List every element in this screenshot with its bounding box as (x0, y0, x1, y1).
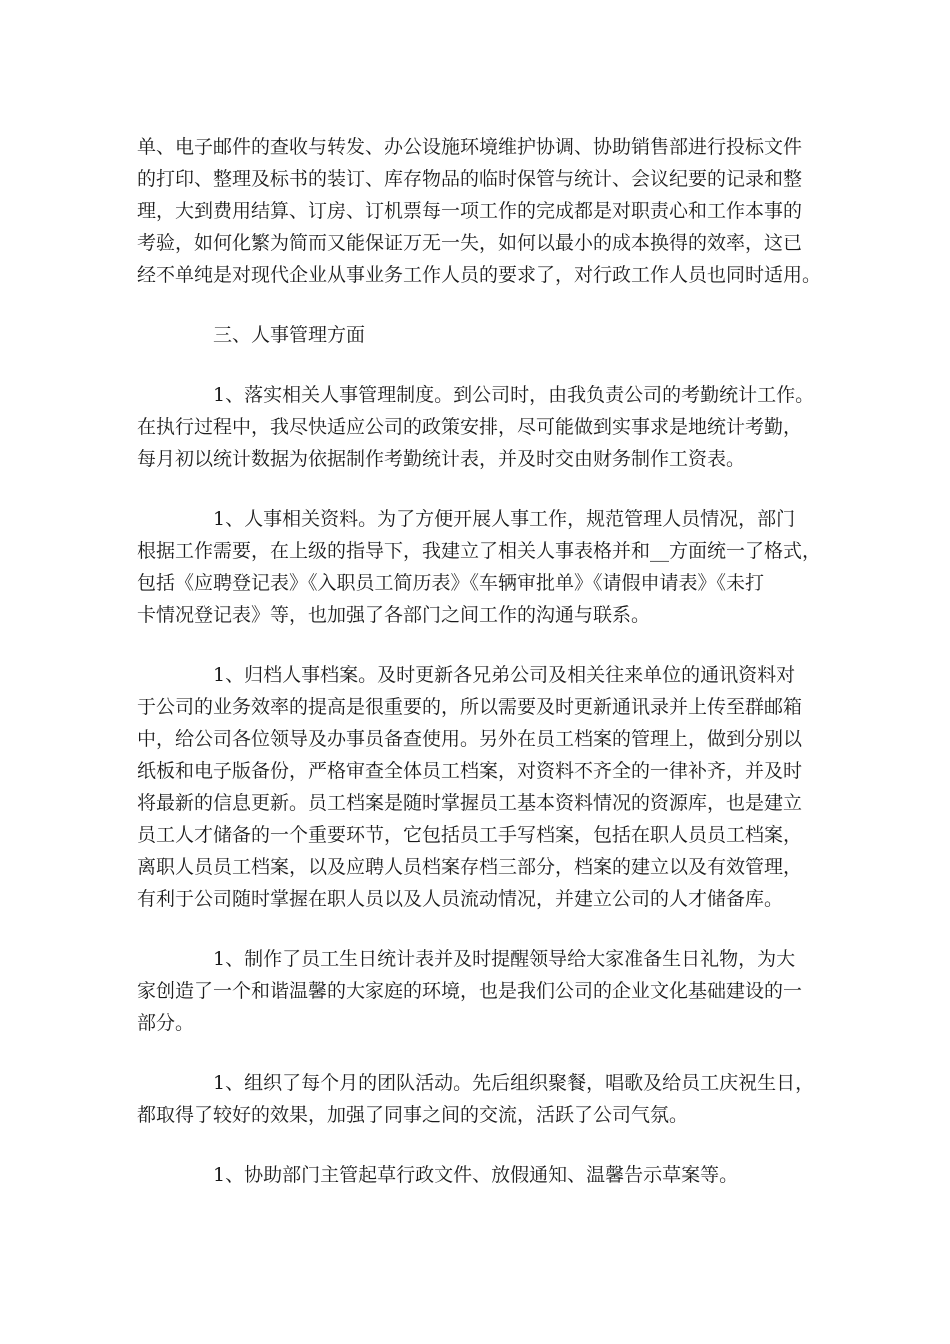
paragraph-admin-duties (137, 131, 822, 291)
text-line: 离职人员员工档案，以及应聘人员档案存档三部分，档案的建立以及有效管理， (137, 856, 803, 878)
text-line: 纸板和电子版备份，严格审查全体员工档案，对资料不齐全的一律补齐，并及时 (137, 760, 803, 782)
text-line: 有利于公司随时掌握在职人员以及人员流动情况，并建立公司的人才储备库。 (137, 888, 784, 910)
section-heading-hr (137, 319, 822, 351)
text-line: 经不单纯是对现代企业从事业务工作人员的要求了，对行政工作人员也同时适用。 (137, 264, 822, 286)
text-line: 的打印、整理及标书的装订、库存物品的临时保管与统计、会议纪要的记录和整 (137, 168, 803, 190)
text-line: 部分。 (137, 1012, 195, 1034)
text-line: 根据工作需要，在上级的指导下，我建立了相关人事表格并和__方面统一了格式， (137, 540, 822, 562)
paragraph-hr-materials (137, 503, 822, 631)
text-line: 中，给公司各位领导及办事员备查使用。另外在员工档案的管理上，做到分别以 (137, 728, 803, 750)
paragraph-birthdays (137, 943, 822, 1039)
text-line: 于公司的业务效率的提高是很重要的，所以需要及时更新通讯录并上传至群邮箱 (137, 696, 803, 718)
paragraph-drafting (137, 1159, 822, 1191)
text-line: 都取得了较好的效果，加强了同事之间的交流，活跃了公司气氛。 (137, 1104, 689, 1126)
text-line: 1、协助部门主管起草行政文件、放假通知、温馨告示草案等。 (213, 1164, 739, 1186)
paragraph-archives (137, 659, 822, 915)
text-line: 家创造了一个和谐温馨的大家庭的环境，也是我们公司的企业文化基础建设的一 (137, 980, 803, 1002)
text-line: 员工人才储备的一个重要环节，它包括员工手写档案，包括在职人员员工档案， (137, 824, 803, 846)
section-heading: 三、人事管理方面 (213, 324, 366, 346)
paragraph-team-activities (137, 1067, 822, 1131)
text-line: 考验，如何化繁为简而又能保证万无一失，如何以最小的成本换得的效率，这已 (137, 232, 803, 254)
document-body (137, 131, 822, 1219)
text-line: 1、制作了员工生日统计表并及时提醒领导给大家准备生日礼物，为大 (213, 948, 796, 970)
text-line: 单、电子邮件的查收与转发、办公设施环境维护协调、协助销售部进行投标文件 (137, 136, 803, 158)
text-line: 1、落实相关人事管理制度。到公司时，由我负责公司的考勤统计工作。 (213, 384, 815, 406)
text-line: 在执行过程中，我尽快适应公司的政策安排，尽可能做到实事求是地统计考勤， (137, 416, 803, 438)
paragraph-attendance (137, 379, 822, 475)
text-line: 1、人事相关资料。为了方便开展人事工作，规范管理人员情况，部门 (213, 508, 796, 530)
text-line: 卡情况登记表》等，也加强了各部门之间工作的沟通与联系。 (137, 604, 651, 626)
text-line: 理，大到费用结算、订房、订机票每一项工作的完成都是对职责心和工作本事的 (137, 200, 803, 222)
text-line: 将最新的信息更新。员工档案是随时掌握员工基本资料情况的资源库，也是建立 (137, 792, 803, 814)
text-line: 1、组织了每个月的团队活动。先后组织聚餐，唱歌及给员工庆祝生日， (213, 1072, 815, 1094)
text-line: 包括《应聘登记表》《入职员工简历表》《车辆审批单》《请假申请表》《未打 (137, 572, 765, 594)
text-line: 1、归档人事档案。及时更新各兄弟公司及相关往来单位的通讯资料对 (213, 664, 796, 686)
text-line: 每月初以统计数据为依据制作考勤统计表，并及时交由财务制作工资表。 (137, 448, 746, 470)
